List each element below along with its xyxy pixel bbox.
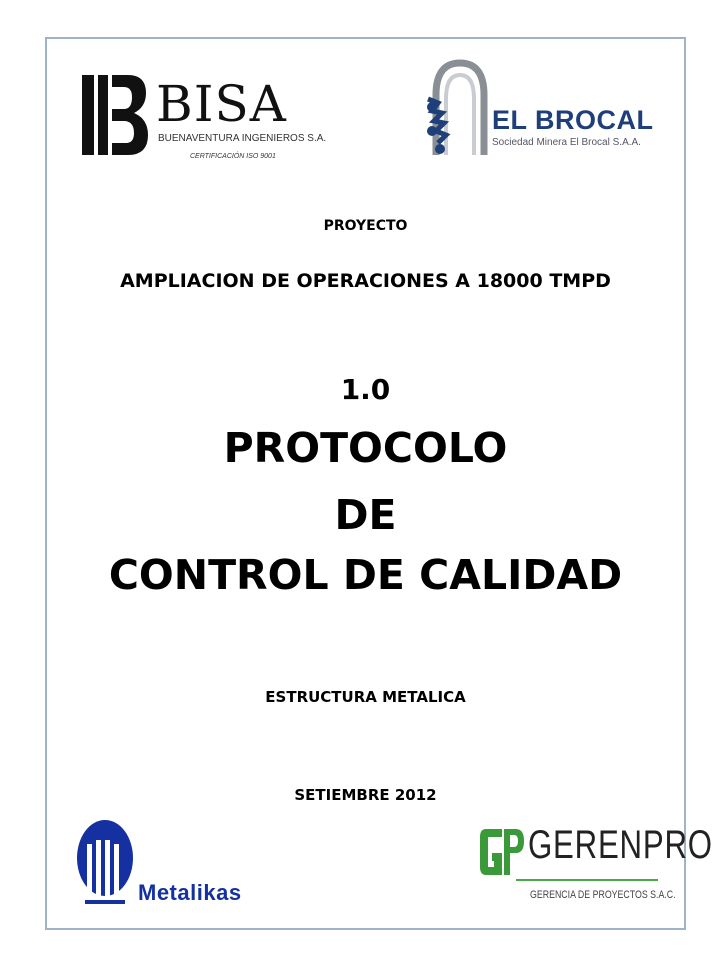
gerenpro-emblem-icon (478, 821, 526, 883)
bisa-certification: CERTIFICACIÓN ISO 9001 (190, 153, 276, 160)
brocal-title: EL BROCAL (492, 105, 654, 135)
document-title-line1: PROTOCOLO (223, 424, 508, 472)
brocal-logo (420, 55, 654, 165)
bisa-emblem-icon (82, 75, 148, 155)
bisa-title: BISA (156, 75, 287, 133)
gerenpro-divider (516, 879, 658, 881)
project-name: AMPLIACION DE OPERACIONES A 18000 TMPD (120, 270, 611, 292)
brocal-subtitle: Sociedad Minera El Brocal S.A.A. (492, 137, 641, 148)
bisa-subtitle: BUENAVENTURA INGENIEROS S.A. (158, 133, 327, 144)
document-number: 1.0 (340, 373, 391, 406)
bisa-logo (82, 75, 327, 165)
discipline-label: ESTRUCTURA METALICA (265, 688, 466, 706)
gerenpro-subtitle: GERENCIA DE PROYECTOS S.A.C. (530, 889, 676, 901)
gerenpro-name: GERENPRO (528, 823, 713, 867)
document-title-line3: CONTROL DE CALIDAD (108, 551, 623, 599)
brocal-emblem-icon (420, 55, 492, 165)
metalikas-logo (75, 818, 275, 908)
metalikas-emblem-icon (75, 818, 135, 906)
project-label: PROYECTO (323, 218, 408, 234)
document-title-line2: DE (334, 491, 397, 539)
metalikas-name: Metalikas (138, 880, 242, 905)
gerenpro-logo (478, 815, 713, 915)
document-date: SETIEMBRE 2012 (294, 786, 437, 804)
